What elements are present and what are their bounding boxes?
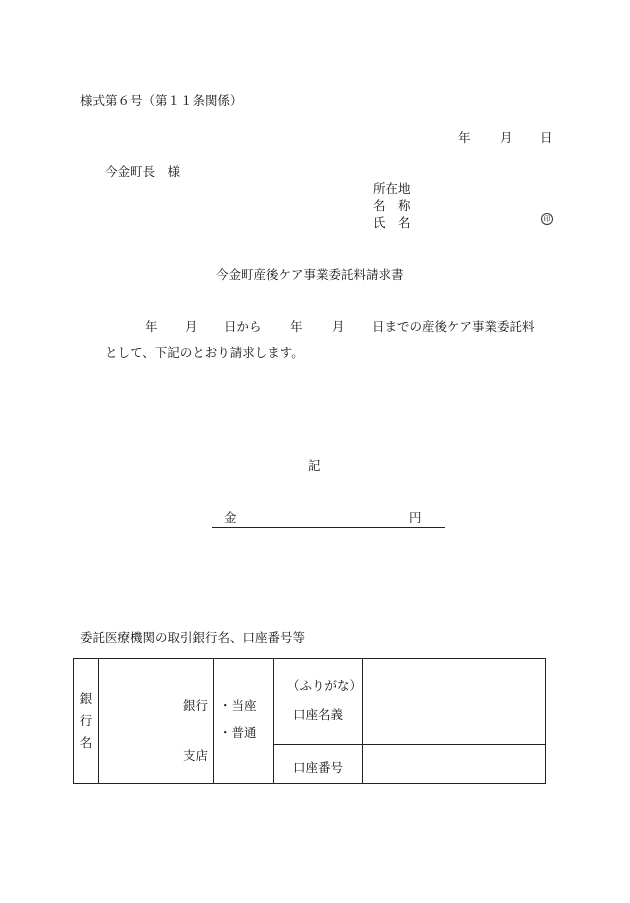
account-name-label: 口座名義 [293, 707, 344, 722]
account-type-cell[interactable] [214, 659, 274, 784]
account-number-header [274, 745, 363, 784]
bank-section-title: 委託医療機関の取引銀行名、口座番号等 [80, 630, 306, 645]
body-line-2: として、下記のとおり請求します。 [105, 345, 304, 360]
body-year-1: 年 [145, 319, 158, 334]
bank-header-char-3: 名 [79, 735, 93, 750]
body-month-1: 月 [185, 319, 198, 334]
bank-header-char-2: 行 [79, 713, 93, 728]
account-number-label: 口座番号 [293, 760, 344, 775]
ki-heading: 記 [308, 458, 321, 473]
date-month: 月 [500, 130, 513, 145]
addressee: 今金町長 様 [105, 164, 181, 179]
amount-suffix: 円 [409, 510, 422, 525]
amount-underline [212, 527, 445, 528]
date-year: 年 [458, 130, 471, 145]
bank-label: 銀行 [182, 698, 208, 713]
account-type-savings: ・普通 [219, 725, 257, 740]
bank-name-cell[interactable] [99, 659, 214, 784]
account-type-current: ・当座 [219, 698, 257, 713]
bank-table [73, 658, 546, 784]
form-number: 様式第６号（第１１条関係） [80, 93, 243, 108]
body-year-2: 年 [290, 319, 303, 334]
furigana-label: （ふりがな） [287, 678, 363, 693]
account-name-value[interactable] [363, 659, 546, 745]
seal-mark: 印 [541, 213, 553, 225]
bank-header-char-1: 銀 [79, 691, 93, 706]
amount-prefix: 金 [224, 510, 237, 525]
person-label: 氏 名 [373, 215, 411, 230]
body-day-until: 日までの産後ケア事業委託料 [372, 319, 535, 334]
date-day: 日 [540, 130, 553, 145]
address-label: 所在地 [373, 181, 411, 196]
bank-name-header [74, 659, 99, 784]
account-name-header [274, 659, 363, 745]
name-label: 名 称 [373, 198, 411, 213]
branch-label: 支店 [182, 748, 208, 763]
body-month-2: 月 [332, 319, 345, 334]
body-day-from: 日から [224, 319, 262, 334]
document-title: 今金町産後ケア事業委託料請求書 [216, 267, 404, 282]
account-number-value[interactable] [363, 745, 546, 784]
